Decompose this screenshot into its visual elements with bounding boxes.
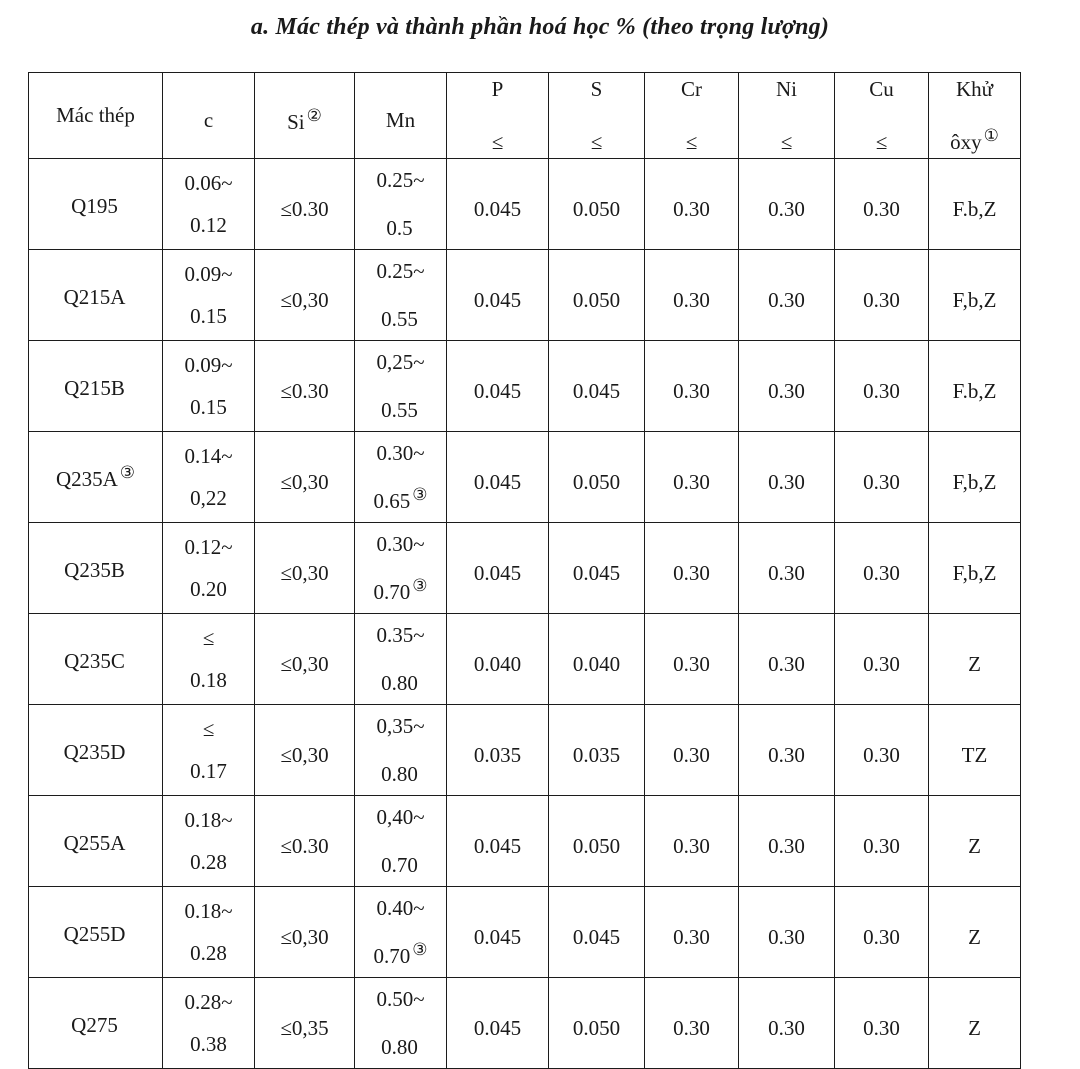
cell-cu: 0.30 — [835, 432, 929, 523]
header-cr: Cr ≤ — [645, 73, 739, 159]
header-mn: Mn — [355, 73, 447, 159]
cell-p: 0.045 — [447, 432, 549, 523]
cell-p: 0.045 — [447, 523, 549, 614]
cell-p: 0.045 — [447, 978, 549, 1069]
cell-grade: Q235B — [29, 523, 163, 614]
cell-deoxidation: TZ — [929, 705, 1021, 796]
cell-ni: 0.30 — [739, 523, 835, 614]
cell-s: 0.050 — [549, 978, 645, 1069]
note-2-icon: ② — [306, 106, 322, 126]
cell-grade: Q215A — [29, 250, 163, 341]
table-row — [29, 978, 1021, 1069]
cell-p: 0.045 — [447, 796, 549, 887]
cell-ni: 0.30 — [739, 432, 835, 523]
cell-s: 0.045 — [549, 887, 645, 978]
table-row — [29, 250, 1021, 341]
cell-cr: 0.30 — [645, 341, 739, 432]
header-deoxidation: Khử ôxy ① — [929, 73, 1021, 159]
cell-s: 0.045 — [549, 523, 645, 614]
table-row — [29, 341, 1021, 432]
cell-c: 0.09~ 0.15 — [163, 250, 255, 341]
note-3-icon: ③ — [412, 485, 428, 505]
cell-si: ≤0,35 — [255, 978, 355, 1069]
cell-grade: Q215B — [29, 341, 163, 432]
table-row — [29, 705, 1021, 796]
cell-ni: 0.30 — [739, 341, 835, 432]
cell-p: 0.035 — [447, 705, 549, 796]
cell-si: ≤0,30 — [255, 523, 355, 614]
cell-si: ≤0.30 — [255, 341, 355, 432]
cell-ni: 0.30 — [739, 796, 835, 887]
cell-grade: Q235C — [29, 614, 163, 705]
cell-cu: 0.30 — [835, 523, 929, 614]
cell-p: 0.045 — [447, 250, 549, 341]
table-row — [29, 432, 1021, 523]
cell-c: 0.12~ 0.20 — [163, 523, 255, 614]
cell-cr: 0.30 — [645, 796, 739, 887]
cell-mn: 0.25~ 0.55 — [355, 250, 447, 341]
cell-ni: 0.30 — [739, 159, 835, 250]
cell-mn: 0,25~ 0.55 — [355, 341, 447, 432]
composition-table — [28, 72, 1021, 1069]
cell-grade: Q275 — [29, 978, 163, 1069]
cell-si: ≤0,30 — [255, 705, 355, 796]
cell-deoxidation: Z — [929, 887, 1021, 978]
cell-mn: 0,35~ 0.80 — [355, 705, 447, 796]
cell-p: 0.045 — [447, 887, 549, 978]
cell-s: 0.050 — [549, 159, 645, 250]
cell-s: 0.045 — [549, 341, 645, 432]
cell-c: 0.28~ 0.38 — [163, 978, 255, 1069]
cell-deoxidation: F,b,Z — [929, 523, 1021, 614]
table-row — [29, 887, 1021, 978]
cell-ni: 0.30 — [739, 705, 835, 796]
cell-cu: 0.30 — [835, 978, 929, 1069]
cell-s: 0.035 — [549, 705, 645, 796]
cell-s: 0.050 — [549, 796, 645, 887]
header-c: c — [163, 73, 255, 159]
cell-s: 0.050 — [549, 250, 645, 341]
cell-cu: 0.30 — [835, 159, 929, 250]
cell-si: ≤0.30 — [255, 159, 355, 250]
cell-deoxidation: F,b,Z — [929, 432, 1021, 523]
cell-cr: 0.30 — [645, 614, 739, 705]
cell-deoxidation: Z — [929, 614, 1021, 705]
cell-mn: 0.35~ 0.80 — [355, 614, 447, 705]
cell-si: ≤0.30 — [255, 796, 355, 887]
cell-mn: 0.40~ 0.70 ③ — [355, 887, 447, 978]
header-grade: Mác thép — [29, 73, 163, 159]
cell-ni: 0.30 — [739, 250, 835, 341]
header-s: S ≤ — [549, 73, 645, 159]
cell-cu: 0.30 — [835, 614, 929, 705]
cell-grade: Q235D — [29, 705, 163, 796]
cell-grade: Q255A — [29, 796, 163, 887]
cell-deoxidation: Z — [929, 796, 1021, 887]
table-row — [29, 614, 1021, 705]
cell-ni: 0.30 — [739, 887, 835, 978]
cell-c: 0.09~ 0.15 — [163, 341, 255, 432]
cell-deoxidation: Z — [929, 978, 1021, 1069]
header-cu: Cu ≤ — [835, 73, 929, 159]
cell-cu: 0.30 — [835, 796, 929, 887]
cell-cu: 0.30 — [835, 250, 929, 341]
cell-c: 0.06~ 0.12 — [163, 159, 255, 250]
cell-c: 0.18~ 0.28 — [163, 887, 255, 978]
cell-grade: Q195 — [29, 159, 163, 250]
note-1-icon: ① — [983, 125, 999, 146]
cell-deoxidation: F,b,Z — [929, 250, 1021, 341]
cell-cr: 0.30 — [645, 887, 739, 978]
cell-p: 0.045 — [447, 341, 549, 432]
cell-cr: 0.30 — [645, 432, 739, 523]
note-3-icon: ③ — [412, 576, 428, 596]
table-row — [29, 796, 1021, 887]
cell-s: 0.050 — [549, 432, 645, 523]
cell-p: 0.040 — [447, 614, 549, 705]
cell-ni: 0.30 — [739, 614, 835, 705]
cell-cr: 0.30 — [645, 523, 739, 614]
cell-mn: 0.50~ 0.80 — [355, 978, 447, 1069]
note-3-icon: ③ — [412, 940, 428, 960]
cell-deoxidation: F.b,Z — [929, 159, 1021, 250]
cell-mn: 0,40~ 0.70 — [355, 796, 447, 887]
cell-ni: 0.30 — [739, 978, 835, 1069]
cell-deoxidation: F.b,Z — [929, 341, 1021, 432]
cell-c: 0.18~ 0.28 — [163, 796, 255, 887]
cell-cu: 0.30 — [835, 705, 929, 796]
cell-si: ≤0,30 — [255, 250, 355, 341]
header-ni: Ni ≤ — [739, 73, 835, 159]
table-row — [29, 523, 1021, 614]
cell-mn: 0.30~ 0.70 ③ — [355, 523, 447, 614]
cell-mn: 0.30~ 0.65 ③ — [355, 432, 447, 523]
table-row — [29, 159, 1021, 250]
cell-grade: Q255D — [29, 887, 163, 978]
cell-cr: 0.30 — [645, 705, 739, 796]
cell-mn: 0.25~ 0.5 — [355, 159, 447, 250]
page-title: a. Mác thép và thành phần hoá học % (theo trọng lượng) — [250, 14, 830, 40]
cell-si: ≤0,30 — [255, 614, 355, 705]
cell-cr: 0.30 — [645, 978, 739, 1069]
table-header-row — [29, 73, 1021, 159]
cell-c: 0.14~ 0,22 — [163, 432, 255, 523]
header-p: P ≤ — [447, 73, 549, 159]
cell-cu: 0.30 — [835, 887, 929, 978]
cell-grade: Q235A ③ — [29, 432, 163, 523]
cell-p: 0.045 — [447, 159, 549, 250]
cell-s: 0.040 — [549, 614, 645, 705]
cell-si: ≤0,30 — [255, 887, 355, 978]
header-si: Si ② — [255, 73, 355, 159]
cell-c: ≤ 0.18 — [163, 614, 255, 705]
cell-si: ≤0,30 — [255, 432, 355, 523]
cell-c: ≤ 0.17 — [163, 705, 255, 796]
cell-cu: 0.30 — [835, 341, 929, 432]
note-3-icon: ③ — [119, 462, 136, 483]
cell-cr: 0.30 — [645, 250, 739, 341]
cell-cr: 0.30 — [645, 159, 739, 250]
